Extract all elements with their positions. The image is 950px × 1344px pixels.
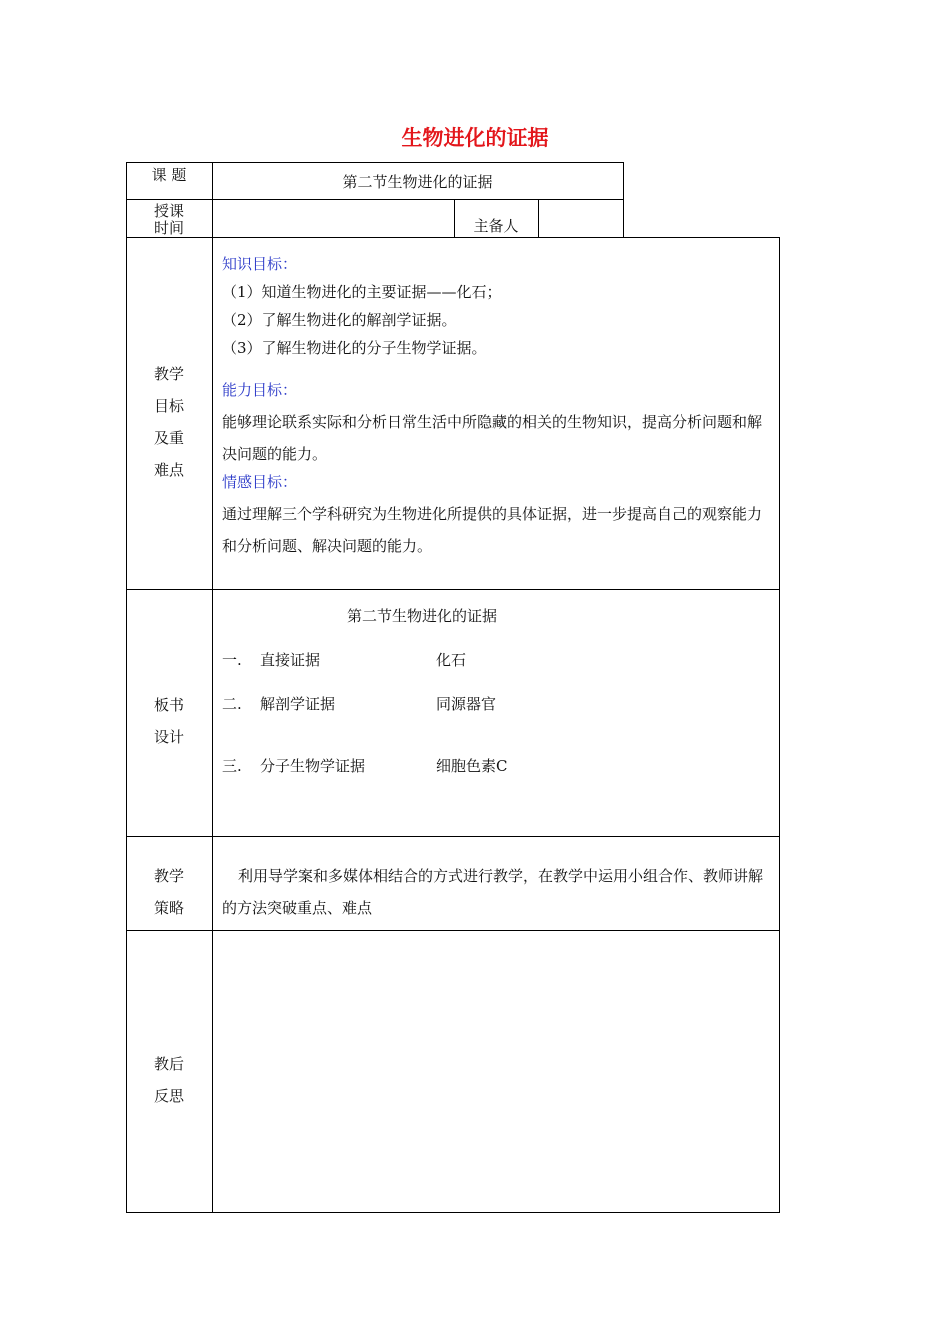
board-row-3-example: 细胞色素C [436, 757, 508, 775]
board-row-3-item: 分子生物学证据 [260, 757, 366, 775]
document-title: 生物进化的证据 [401, 126, 549, 150]
topic-value: 第二节生物进化的证据 [342, 173, 493, 191]
board-row-2-example: 同源器官 [436, 695, 497, 713]
emotion-heading: 情感目标： [222, 473, 298, 491]
goals-label-4: 难点 [153, 461, 184, 479]
knowledge-item-2: （2）了解生物进化的解剖学证据。 [222, 311, 457, 329]
knowledge-item-1: （1）知道生物进化的主要证据——化石； [222, 283, 502, 301]
reflection-label-1: 教后 [153, 1055, 184, 1073]
knowledge-item-3: （3）了解生物进化的分子生物学证据。 [222, 339, 487, 357]
preparer-label: 主备人 [473, 217, 519, 235]
board-row-1-example: 化石 [436, 651, 467, 669]
emotion-text: 通过理解三个学科研究为生物进化所提供的具体证据，进一步提高自己的观察能力和分析问题、解决问题的能力。 [222, 505, 763, 555]
time-label-line2: 时间 [153, 219, 184, 237]
board-row-3-num: 三. [222, 757, 242, 775]
goals-label-2: 目标 [153, 397, 184, 415]
ability-heading: 能力目标： [222, 381, 298, 399]
strategy-label-1: 教学 [153, 867, 184, 885]
goals-label-3: 及重 [153, 429, 184, 447]
goals-label-1: 教学 [153, 365, 184, 383]
board-label-2: 设计 [153, 728, 184, 746]
board-heading: 第二节生物进化的证据 [347, 607, 498, 625]
strategy-text: 利用导学案和多媒体相结合的方式进行教学，在教学中运用小组合作、教师讲解的方法突破重点、难点 [222, 867, 764, 917]
board-row-1-num: 一. [222, 651, 242, 669]
knowledge-heading: 知识目标： [222, 255, 298, 273]
strategy-label-2: 策略 [153, 899, 184, 917]
reflection-label-2: 反思 [153, 1087, 184, 1105]
board-row-2-num: 二. [222, 695, 242, 713]
board-label-1: 板书 [153, 696, 184, 714]
board-row-1-item: 直接证据 [260, 651, 321, 669]
topic-label: 课 题 [151, 166, 187, 184]
board-row-2-item: 解剖学证据 [260, 695, 336, 713]
ability-text: 能够理论联系实际和分析日常生活中所隐藏的相关的生物知识，提高分析问题和解决问题的能力。 [222, 413, 763, 463]
time-label-line1: 授课 [153, 202, 184, 220]
